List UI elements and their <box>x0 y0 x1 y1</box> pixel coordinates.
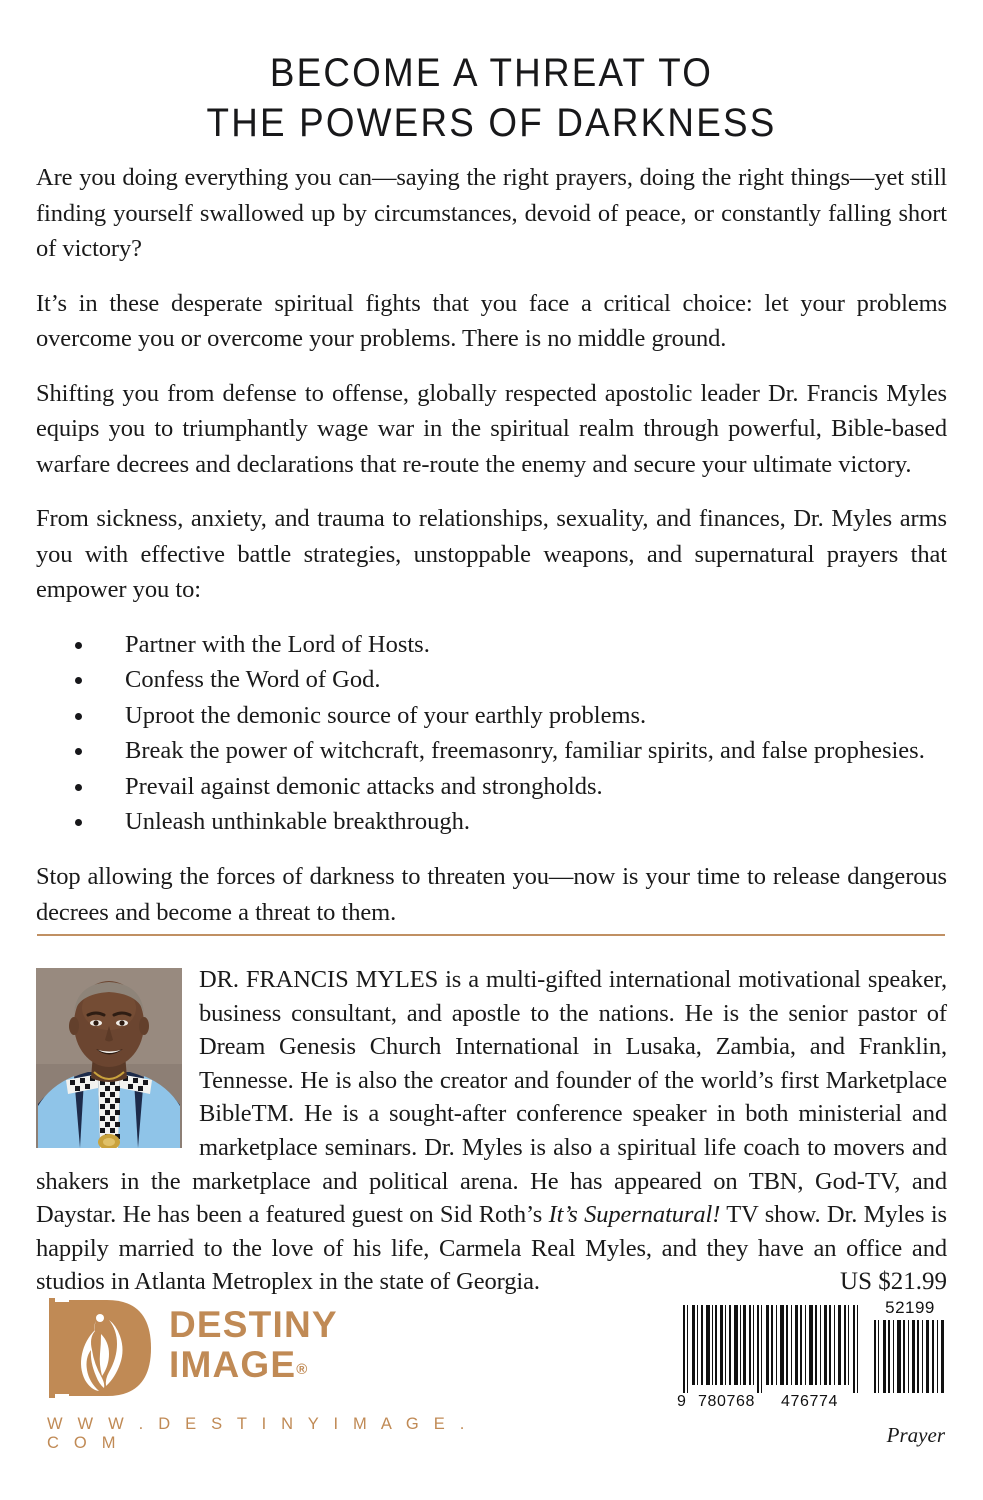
isbn-group-right: 476774 <box>781 1393 838 1410</box>
author-bio-part-1: DR. FRANCIS MYLES is a multi-gifted international motivational speaker, business consultant, and apostle to the nations. He is the senior pastor of Dream Genesis Church International in Lusaka, Zambia, and Franklin, Tennesse. He is also the creator and founder of the world’s first Marketplace BibleTM. He is a sought-after conference speaker in both ministerial and marketplace seminars. Dr. Myles is also a spiritual life coach to movers and shakers in the marketplace and political arena. He has appeared on TBN, God-TV, and Daystar. He has been a featured guest on Sid Roth’s <box>36 966 947 1229</box>
list-item <box>36 662 947 697</box>
author-bio-section <box>36 963 947 1299</box>
price-addon-barcode <box>872 1320 948 1393</box>
publisher-name-line-2: IMAGE <box>169 1344 297 1385</box>
paragraph-1: Are you doing everything you can—saying the right prayers, doing the right things—yet still finding yourself swallowed up by circumstances, devoid of peace, or constantly falling short of victory? <box>36 164 947 262</box>
bullet-icon <box>75 748 82 755</box>
list-item-label: Unleash unthinkable breakthrough. <box>125 808 470 835</box>
isbn-group-left: 780768 <box>698 1393 755 1410</box>
destiny-image-d-flame-icon <box>47 1296 155 1400</box>
bullet-icon <box>75 819 82 826</box>
title-line-2: THE POWERS OF DARKNESS <box>206 101 777 145</box>
paragraph-3: Shifting you from defense to offense, globally respected apostolic leader Dr. Francis Myles equips you to triumphantly wage war in the spiritual realm through powerful, Bible-based warfare decrees and declarations that re-route the enemy and secure your ultimate victory. <box>36 379 947 478</box>
list-item-label: Prevail against demonic attacks and strongholds. <box>125 772 603 800</box>
isbn-barcode <box>677 1305 863 1393</box>
list-item-label: Uproot the demonic source of your earthly problems. <box>125 701 647 729</box>
paragraph-2: It’s in these desperate spiritual fights that you face a critical choice: let your problems overcome you or overcome your problems. There is no middle ground. <box>36 289 947 352</box>
list-item <box>36 627 947 662</box>
paragraph-5: Stop allowing the forces of darkness to threaten you—now is your time to release dangerous decrees and become a threat to them. <box>36 863 947 926</box>
publisher-logo-block[interactable] <box>47 1296 477 1453</box>
registered-trademark-icon: ® <box>296 1361 308 1378</box>
list-item <box>36 698 947 733</box>
title-line-1: BECOME A THREAT TO <box>269 51 714 95</box>
list-item <box>36 769 947 804</box>
list-item <box>36 804 947 839</box>
list-item-label: Confess the Word of God. <box>125 666 381 693</box>
section-divider <box>37 934 945 936</box>
publisher-website[interactable]: W W W . D E S T I N Y I M A G E . C O M <box>47 1415 470 1452</box>
book-category: Prayer <box>886 1423 945 1447</box>
bullet-icon <box>75 784 82 791</box>
list-item-label: Break the power of witchcraft, freemasonry, familiar spirits, and false prophesies. <box>125 737 925 764</box>
paragraph-4: From sickness, anxiety, and trauma to relationships, sexuality, and finances, Dr. Myles arms you with effective battle strategies, unstoppable weapons, and supernatural prayers that empower you to: <box>36 505 947 603</box>
list-item <box>36 733 947 768</box>
author-bio-part-2: TV show. Dr. Myles is happily married to the love of his life, Carmela Real Myles, and they have an office and studios in Atlanta Metroplex in the state of Georgia. <box>36 1201 947 1296</box>
publisher-wordmark <box>169 1296 338 1390</box>
page-title <box>0 48 983 148</box>
publisher-name-line-1: DESTINY <box>169 1304 338 1345</box>
addon-digits: 52199 <box>885 1298 935 1317</box>
list-item-label: Partner with the Lord of Hosts. <box>125 630 430 658</box>
benefit-list <box>36 627 947 840</box>
publisher-name-line-2-wrap <box>169 1345 338 1390</box>
bullet-icon <box>75 642 82 649</box>
retail-price: US $21.99 <box>840 1268 947 1295</box>
barcode-zone <box>677 1298 947 1410</box>
author-photo <box>36 968 182 1148</box>
marketing-copy <box>36 160 947 930</box>
bullet-icon <box>75 677 82 684</box>
isbn-digit-first: 9 <box>677 1393 687 1410</box>
bullet-icon <box>75 713 82 720</box>
author-bio-show-title: It’s Supernatural! <box>548 1201 721 1229</box>
